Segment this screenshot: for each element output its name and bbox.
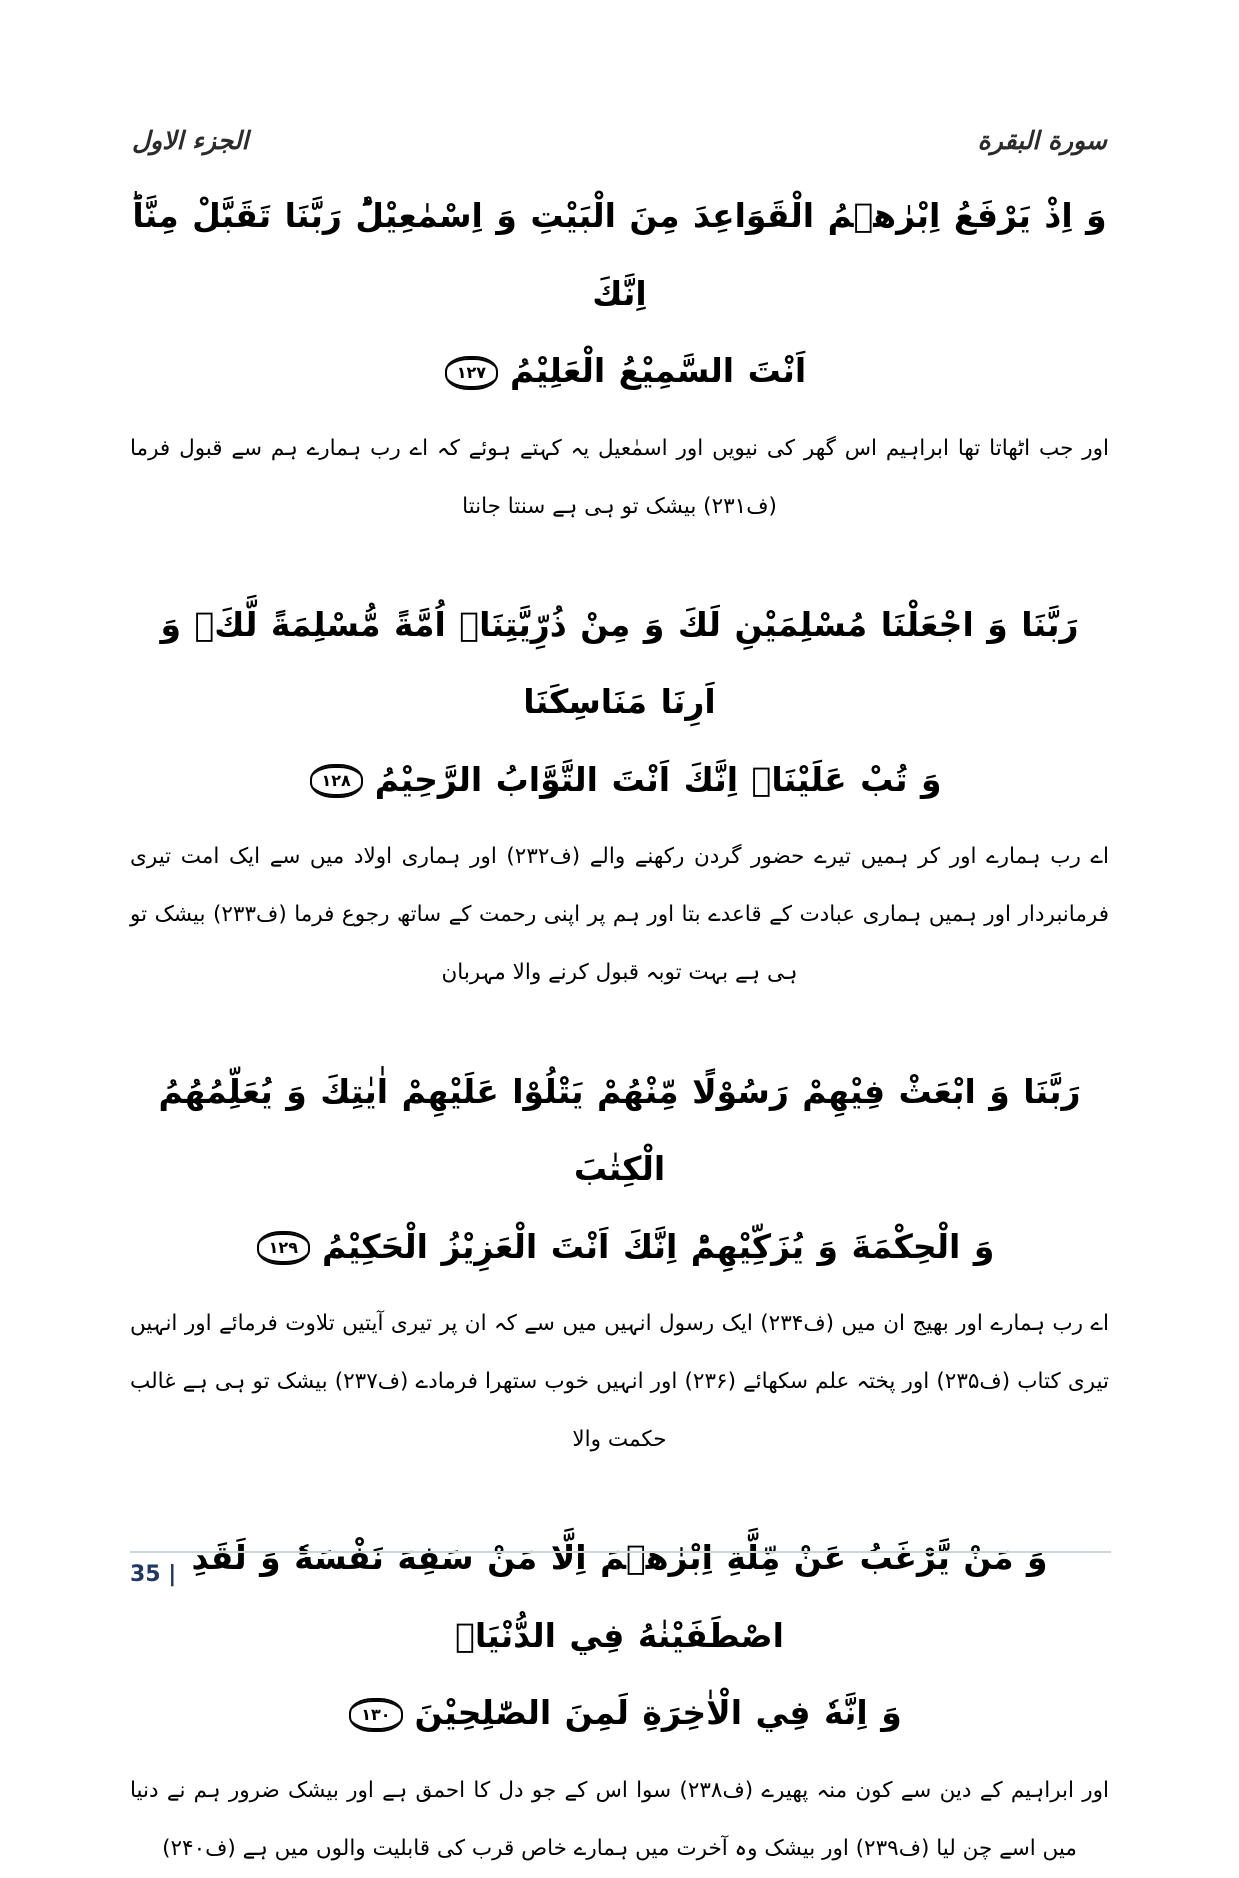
verse-block-129 [130,1053,1109,1470]
verse-block-127 [130,177,1109,536]
ayah-number-badge: ١٢٩ [257,1231,310,1265]
page-content [0,155,1239,1878]
arabic-verse-text: وَ الْحِكْمَةَ وَ يُزَكِّيْهِمْؕ اِنَّكَ اَنْتَ الْعَزِيْزُ الْحَكِيْمُ [321,1226,995,1266]
arabic-verse-line [130,177,1109,332]
ayah-number-badge: ١٣٠ [349,1698,402,1732]
arabic-verse-text: رَبَّنَا وَ اجْعَلْنَا مُسْلِمَيْنِ لَكَ وَ مِنْ ذُرِّيَّتِنَاۤ اُمَّةً مُّسْلِمَةً لَّكَۖ وَ اَرِنَا مَنَاسِكَنَا [160,604,1079,722]
arabic-verse-line [130,1519,1109,1674]
urdu-translation: اے رب ہمارے اور کر ہمیں تیرے حضور گردن رکھنے والے (ف۲۳۲) اور ہماری اولاد میں سے ایک امت تیری فرمانبردار اور ہمیں ہماری عبادت کے قاعدے بتا اور ہم پر اپنی رحمت کے ساتھ رجوع فرما (ف۲۳۳) بیشک تو ہی ہے بہت توبہ قبول کرنے والا مہربان [130,844,1110,986]
juz-calligraphy-mark: الجزء الاول [132,126,249,155]
urdu-translation: اور ابراہیم کے دین سے کون منہ پھیرے (ف۲۳۸) سوا اس کے جو دل کا احمق ہے اور بیشک ضرور ہم نے دنیا میں اسے چن لیا (ف۲۳۹) اور بیشک وہ آخرت میں ہمارے خاص قرب کی قابلیت والوں میں ہے (ف۲۴۰) [130,1777,1109,1861]
urdu-translation: اے رب ہمارے اور بھیج ان میں (ف۲۳۴) ایک رسول انہیں میں سے کہ ان پر تیری آیتیں تلاوت فرمائے اور انہیں تیری کتاب (ف۲۳۵) اور پختہ علم سکھائے (۲۳۶) اور انہیں خوب ستھرا فرمادے (ف۲۳۷) بیشک تو ہی ہے غالب حکمت والا [130,1311,1110,1453]
arabic-verse-text: اَنْتَ السَّمِيْعُ الْعَلِيْمُ [510,351,807,391]
arabic-verse-line [130,586,1109,741]
ayah-number-badge: ١٢٨ [310,764,363,798]
verse-block-128 [130,586,1109,1003]
arabic-verse-line [130,1053,1109,1208]
page-number: 35 | [130,1562,177,1587]
arabic-verse-line [130,1674,1109,1752]
urdu-translation: اور جب اٹھاتا تھا ابراہیم اس گھر کی نیویں اور اسمٰعیل یہ کہتے ہوئے کہ اے رب ہمارے ہم سے قبول فرما (ف۲۳۱) بیشک تو ہی ہے سنتا جانتا [130,435,1109,519]
verse-block-130 [130,1519,1109,1878]
arabic-verse-text: وَ مَنْ يَّرْغَبُ عَنْ مِّلَّةِ اِبْرٰهٖمَ اِلَّا مَنْ سَفِهَ نَفْسَهٗؕ وَ لَقَدِ اصْطَفَيْنٰهُ فِي الدُّنْيَاۚ [191,1538,1048,1655]
surah-title-calligraphy: سورة البقرة [977,126,1107,155]
arabic-verse-text: وَ اِنَّهٗ فِي الْاٰخِرَةِ لَمِنَ الصّٰلِحِيْنَ [414,1693,902,1733]
footer-divider [130,1551,1111,1553]
arabic-verse-line [130,1208,1109,1286]
arabic-verse-text: رَبَّنَا وَ ابْعَثْ فِيْهِمْ رَسُوْلًا مِّنْهُمْ يَتْلُوْا عَلَيْهِمْ اٰيٰتِكَ وَ يُعَلِّمُهُمُ الْكِتٰبَ [158,1071,1081,1189]
arabic-verse-line [130,741,1109,819]
page-header [0,0,1239,155]
arabic-verse-text: وَ اِذْ يَرْفَعُ اِبْرٰهٖمُ الْقَوَاعِدَ مِنَ الْبَيْتِ وَ اِسْمٰعِيْلُؕ رَبَّنَا تَقَبَّلْ مِنَّاؕ اِنَّكَ [132,196,1107,313]
arabic-verse-line [130,332,1109,410]
arabic-verse-text: وَ تُبْ عَلَيْنَاۚ اِنَّكَ اَنْتَ التَّوَّابُ الرَّحِيْمُ [374,759,942,799]
ayah-number-badge: ١٢٧ [445,356,498,390]
